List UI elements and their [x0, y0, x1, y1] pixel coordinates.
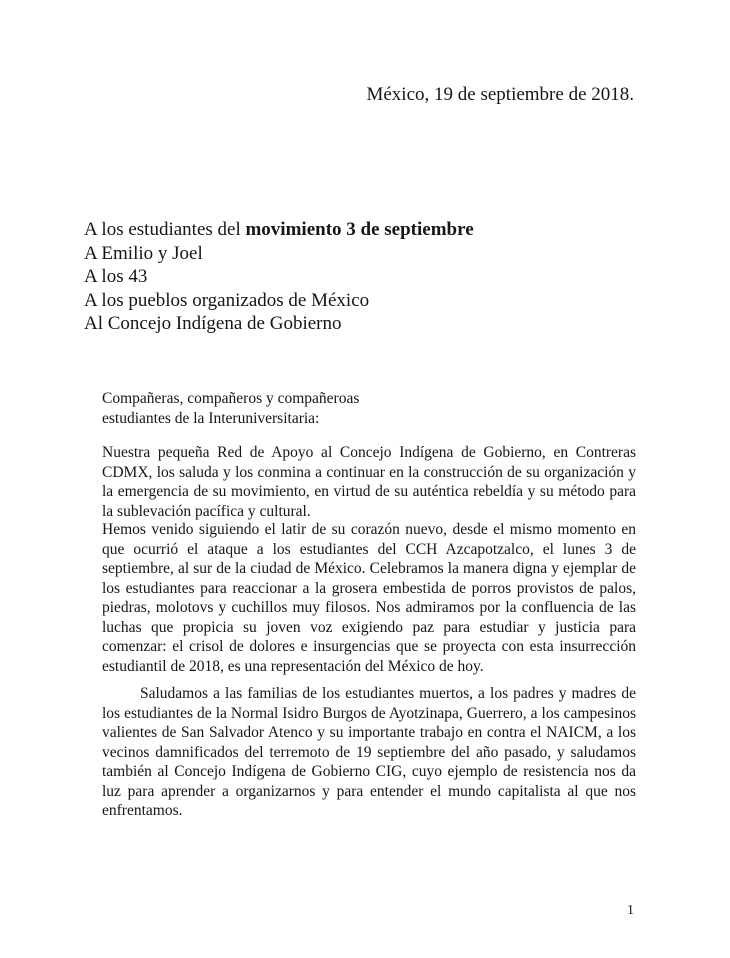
date-line: México, 19 de septiembre de 2018.: [366, 84, 634, 105]
paragraph-1: Nuestra pequeña Red de Apoyo al Concejo Indígena de Gobierno, en Contreras CDMX, los saluda y los conmina a continuar en la construcción de su organización y la emergencia de su movimiento, en virtud de su auténtica rebeldía y su método para la sublevación pacífica y cultural.: [102, 444, 636, 520]
recipients-block: [84, 218, 644, 336]
recipient-line-3: A los 43: [84, 266, 148, 287]
recipient-line-1-bold: movimiento 3 de septiembre: [245, 219, 474, 240]
paragraph-2: Hemos venido siguiendo el latir de su corazón nuevo, desde el mismo momento en que ocurrió el ataque a los estudiantes del CCH Azcapotzalco, el lunes 3 de septiembre, al sur de la ciudad de México. Celebramos la manera digna y ejemplar de los estudiantes para reaccionar a la grosera embestida de porros provistos de palos, piedras, molotovs y cuchillos muy filosos. Nos admiramos por la confluencia de las luchas que propicia su joven voz exigiendo paz para estudiar y justicia para comenzar: el crisol de dolores e insurgencias que se proyecta con esta insurrección estudiantil de 2018, es una representación del México de hoy.: [102, 521, 636, 675]
recipient-line-1: [84, 218, 644, 242]
recipient-line-4: A los pueblos organizados de México: [84, 289, 370, 311]
paragraph-3: Saludamos a las familias de los estudiantes muertos, a los padres y madres de los estudiantes de la Normal Isidro Burgos de Ayotzinapa, Guerrero, a los campesinos valientes de San Salvador Atenco y su importante trabajo en contra el NAICM, a los vecinos damnificados del terremoto de 19 septiembre del año pasado, y saludamos también al Concejo Indígena de Gobierno CIG, cuyo ejemplo de resistencia nos da luz para aprender a organizarnos y para entender el mundo capitalista al que nos enfrentamos.: [102, 685, 636, 819]
salutation-line-2: estudiantes de la Interuniversitaria:: [102, 409, 320, 427]
salutation-line-1: Compañeras, compañeros y compañeroas: [102, 390, 360, 407]
page-number: 1: [627, 903, 634, 918]
recipient-line-1-prefix: A los estudiantes del: [84, 219, 246, 240]
recipient-line-5: Al Concejo Indígena de Gobierno: [84, 313, 342, 334]
recipient-line-2: A Emilio y Joel: [84, 242, 203, 264]
salutation-block: [102, 389, 642, 428]
